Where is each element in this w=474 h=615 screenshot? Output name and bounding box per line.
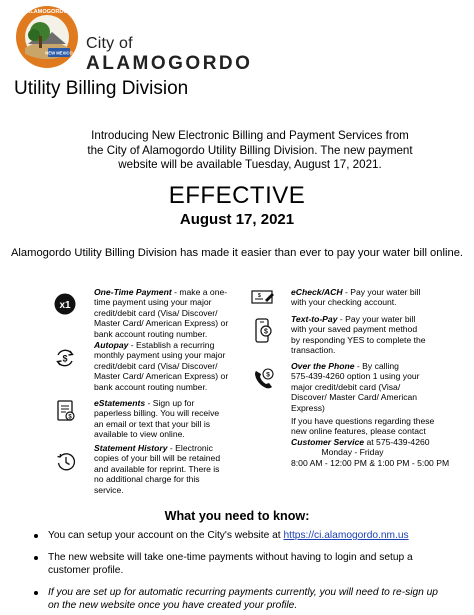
feature-text: no additional charge for this [94, 474, 200, 485]
feature-text: Discover/ Master Card/ American [291, 392, 418, 403]
feature-text: Master Card/ American Express) or [94, 371, 229, 382]
list-item [34, 552, 450, 577]
feature-text: with your saved payment method [291, 324, 418, 335]
feature-title: eStatements [94, 398, 146, 408]
feature-echeck-ach [291, 287, 461, 308]
feature-text: bank account routing number. [94, 381, 208, 392]
svg-text:$: $ [258, 293, 261, 299]
lead-sentence: Alamogordo Utility Billing Division has made it easier than ever to pay your water bill online. [10, 247, 464, 259]
feature-title: One-Time Payment [94, 287, 172, 297]
feature-text: - Electronic [167, 443, 213, 453]
feature-text: - Pay your water bill [337, 314, 416, 324]
contact-days: Monday - Friday [321, 447, 384, 458]
svg-text:$: $ [62, 353, 68, 364]
city-of-label: City of [86, 35, 133, 52]
feature-text: credit/debit card (Visa/ Discover/ [94, 307, 218, 318]
customer-service-label: Customer Service [291, 436, 365, 447]
autopay-icon [54, 347, 76, 369]
division-title: Utility Billing Division [14, 78, 189, 99]
list-item [34, 530, 450, 542]
feature-text: - Establish a recurring [128, 340, 215, 350]
feature-text: with your checking account. [291, 297, 397, 308]
city-website-link[interactable]: https://ci.alamogordo.nm.us [283, 530, 409, 541]
feature-text: Express) [291, 402, 325, 413]
contact-text: new online features, please contact [291, 426, 426, 437]
intro-paragraph [60, 129, 440, 173]
phone-icon [253, 368, 275, 390]
bullet-text: The new website will take one-time payments without having to login and setup a customer profile. [48, 552, 413, 576]
svg-text:$: $ [264, 328, 268, 336]
feature-text: by responding YES to complete the [291, 334, 426, 345]
need-to-know-list [34, 530, 450, 615]
feature-text: - By calling [354, 361, 399, 371]
contact-hours: 8:00 AM - 12:00 PM & 1:00 PM - 5:00 PM [291, 457, 450, 468]
history-icon [56, 452, 76, 472]
feature-title: Autopay [94, 340, 129, 350]
effective-date: August 17, 2021 [179, 211, 295, 228]
feature-title: Over the Phone [291, 361, 355, 371]
feature-text: credit/debit card (Visa/ Discover/ [94, 360, 218, 371]
feature-text: copies of your bill will be retained [94, 453, 221, 464]
feature-one-time-payment [94, 287, 256, 339]
svg-text:$: $ [266, 371, 270, 379]
feature-text: and available for reprint. There is [94, 463, 220, 474]
feature-text: time payment using your major [94, 297, 212, 308]
echeck-icon [251, 288, 275, 306]
city-seal-logo [14, 4, 80, 70]
need-to-know-heading: What you need to know: [164, 509, 310, 523]
feature-title: eCheck/ACH [291, 287, 343, 297]
svg-text:x1: x1 [59, 300, 71, 311]
feature-text: service. [94, 484, 124, 495]
feature-statement-history [94, 443, 256, 495]
estatement-icon [56, 400, 76, 422]
svg-text:NEW MEXICO: NEW MEXICO [45, 50, 73, 56]
feature-text: bank account routing number. [94, 328, 208, 339]
feature-title: Text-to-Pay [291, 314, 338, 324]
feature-text: - Pay your water bill [342, 287, 421, 297]
feature-text-to-pay [291, 314, 461, 356]
feature-text: - Sign up for [145, 398, 195, 408]
bullet-text: If you are set up for automatic recurring payments currently, you will need to re-sign up on the new website once you have created your profile. [48, 587, 438, 611]
feature-text: an email or text that your bill is [94, 418, 211, 429]
contact-phone: at 575-439-4260 [364, 436, 430, 447]
one-time-icon [54, 293, 76, 315]
feature-text: 575-439-4260 option 1 using your [291, 371, 420, 382]
contact-info [291, 416, 471, 468]
bullet-text: You can setup your account on the City's website at [48, 530, 284, 541]
list-item [34, 587, 450, 612]
feature-text: transaction. [291, 345, 336, 356]
feature-estatements [94, 398, 256, 440]
feature-title: Statement History [94, 443, 168, 453]
city-name: ALAMOGORDO [86, 53, 253, 74]
feature-text: paperless billing. You will receive [94, 408, 220, 419]
intro-line: Introducing New Electronic Billing and Payment Services from [91, 129, 409, 142]
feature-autopay [94, 340, 256, 392]
feature-over-the-phone [291, 361, 461, 413]
feature-text: available to view online. [94, 429, 185, 440]
svg-text:$: $ [68, 414, 72, 421]
contact-text: If you have questions regarding these [291, 416, 435, 426]
text-to-pay-icon [254, 318, 272, 344]
feature-text: major credit/debit card (Visa/ [291, 381, 401, 392]
intro-line: the City of Alamogordo Utility Billing Division. The new payment [87, 143, 413, 157]
intro-line: website will be available Tuesday, August 17, 2021. [118, 158, 382, 171]
svg-text:ALAMOGORDO: ALAMOGORDO [26, 9, 68, 15]
feature-text: - make a one- [171, 287, 228, 297]
effective-heading: EFFECTIVE [168, 182, 306, 209]
feature-text: monthly payment using your major [94, 350, 226, 361]
feature-text: Master Card/ American Express) or [94, 318, 229, 329]
